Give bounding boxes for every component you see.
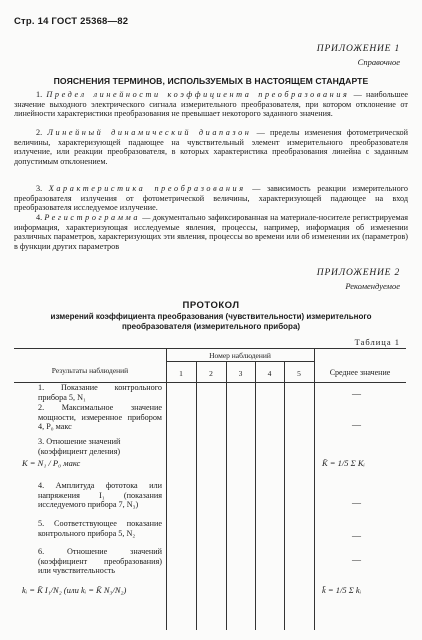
- table-row-4: 4. Амплитуда фототока или напряжения I₁ (показания исследуемого прибора 7, N₃): [38, 481, 162, 509]
- table-row-6: 6. Отношение значений (коэффициент преобразования) или чувствительность: [38, 547, 162, 575]
- term-item-4: 4. Регистрограмма — документально зафиксированная на материале-носителе регистрируемая информация, характеризующая исследуемые явления, процессы, например, информация об изменении различных параметров, характеризующих эти явления, процессы во времени или об изменении их (параметров) в функции других параметров: [14, 213, 409, 251]
- table-row-1: 1. Показание контрольного прибора 5, N₁: [38, 383, 162, 402]
- row-5-mean: —: [352, 531, 361, 541]
- col-obs-1: 1: [179, 369, 183, 378]
- col-obs-number-header: Номер наблюдений: [209, 351, 271, 360]
- row-6-formula: kᵢ = K̄ I₁/N₂ (или kᵢ = K̄ N₃/N₂): [22, 585, 127, 595]
- appendix-1-label: ПРИЛОЖЕНИЕ 1: [316, 44, 400, 54]
- col-obs-5: 5: [297, 369, 301, 378]
- row-2-mean: —: [352, 420, 361, 430]
- term-item-2: 2. Линейный динамический диапазон — пределы изменения фотометрической величины, характеризующей падающее на чувствительный элемент измерительного преобразователя излучение, или реакции преобразователя, в которых характеристика преобразования линейна с заданным допустимым отклонением.: [14, 128, 409, 166]
- row-3-mean: K̄ = 1/5 Σ Kᵢ: [322, 458, 365, 468]
- page-header: Стр. 14 ГОСТ 25368—82: [14, 16, 129, 27]
- row-4-mean: —: [352, 498, 361, 508]
- term-item-3: 3. Характеристика преобразования — зависимость реакции измерительного преобразователя излучения от фотометрической величины, характеризующей падающее на вход преобразователя исследуемое излучение.: [14, 184, 408, 213]
- appendix-1-sublabel: Справочное: [357, 57, 400, 67]
- table-row-2: 2. Максимальное значение мощности, измеренное прибором 4, P₀ макс: [38, 403, 162, 431]
- table-label: Таблица 1: [354, 337, 400, 347]
- col-obs-2: 2: [209, 369, 213, 378]
- col-results-header: Результаты наблюдений: [51, 366, 129, 375]
- row-1-mean: —: [352, 389, 361, 399]
- table-row-3: 3. Отношение значений (коэффициент деления): [38, 437, 121, 456]
- col-obs-3: 3: [238, 369, 243, 378]
- term-item-1: 1. Предел линейности коэффициента преобразования — наибольшее значение выходного электрического сигнала измерительного преобразователя, при котором отклонение от линейности характеристики преобразования не превышает некоторого заданного значения.: [14, 90, 408, 119]
- protocol-subtitle: измерений коэффициента преобразования (чувствительности) измерительного преобразователя (измерительного прибора): [50, 312, 372, 331]
- col-mean-header: Среднее значение: [329, 368, 391, 377]
- protocol-title: ПРОТОКОЛ: [182, 300, 240, 311]
- col-obs-4: 4: [267, 369, 272, 378]
- table-row-5: 5. Соответствующее показание контрольного прибора 5, N₂: [38, 519, 162, 538]
- row-3-formula: K = N₁ / P₀ макс: [22, 458, 81, 468]
- appendix-1-title: ПОЯСНЕНИЯ ТЕРМИНОВ, ИСПОЛЬЗУЕМЫХ В НАСТОЯЩЕМ СТАНДАРТЕ: [53, 76, 369, 86]
- row-6-mean: k̄ = 1/5 Σ kᵢ: [322, 585, 362, 595]
- appendix-2-label: ПРИЛОЖЕНИЕ 2: [316, 268, 400, 278]
- appendix-2-sublabel: Рекомендуемое: [345, 281, 400, 291]
